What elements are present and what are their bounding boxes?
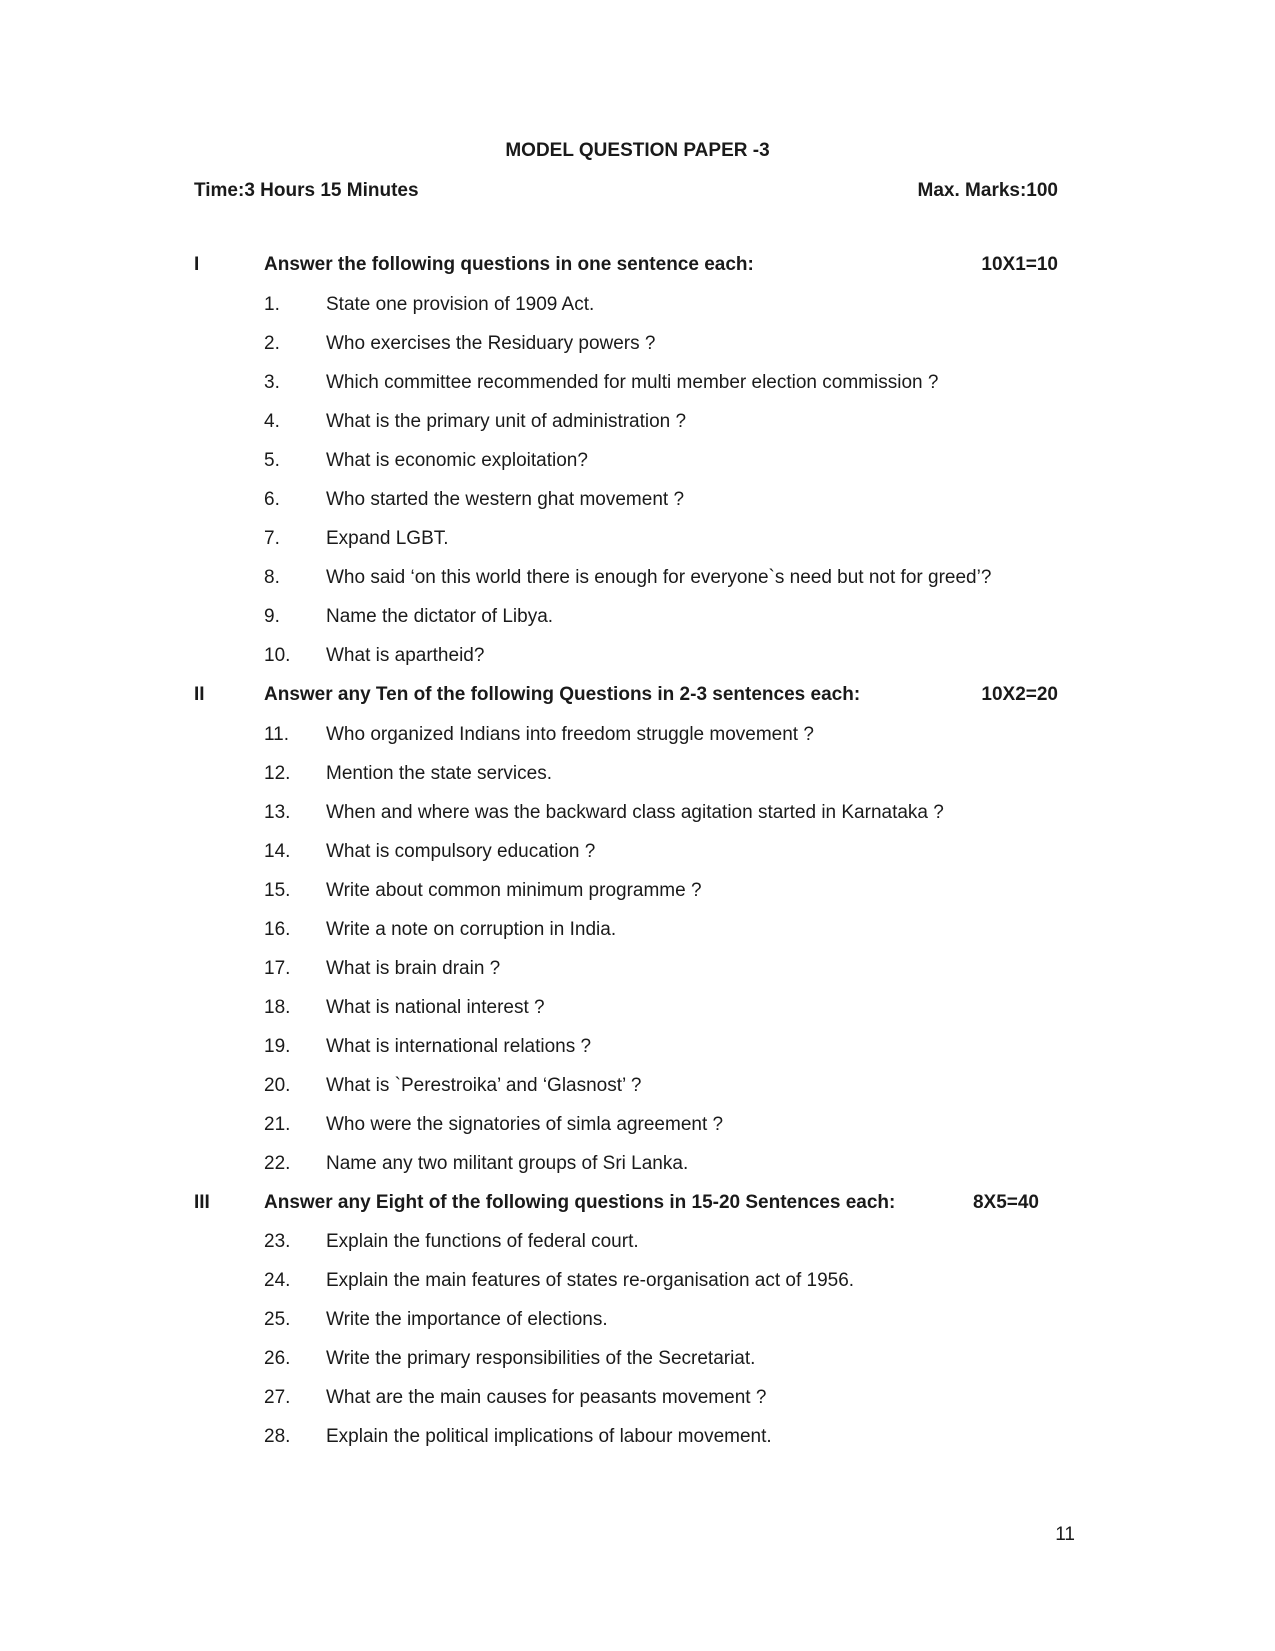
max-marks: Max. Marks:100: [917, 180, 1058, 201]
question-number: 13.: [264, 802, 291, 823]
question-number: 18.: [264, 997, 291, 1018]
question-number: 8.: [264, 567, 280, 588]
question-text: Who exercises the Residuary powers ?: [326, 333, 656, 354]
section-roman-numeral: III: [194, 1192, 210, 1213]
question-text: Explain the main features of states re-organisation act of 1956.: [326, 1270, 855, 1291]
section-instruction: Answer any Eight of the following questions in 15-20 Sentences each:: [264, 1192, 896, 1213]
question-text: State one provision of 1909 Act.: [326, 294, 595, 315]
question-text: Explain the political implications of labour movement.: [326, 1426, 772, 1447]
question-text: Write the primary responsibilities of the Secretariat.: [326, 1348, 756, 1369]
paper-title: MODEL QUESTION PAPER -3: [505, 140, 770, 161]
question-number: 25.: [264, 1309, 291, 1330]
question-text: What are the main causes for peasants movement ?: [326, 1387, 767, 1408]
question-text: Write the importance of elections.: [326, 1309, 608, 1330]
question-number: 22.: [264, 1153, 291, 1174]
section-instruction: Answer the following questions in one sentence each:: [264, 254, 754, 275]
question-number: 19.: [264, 1036, 291, 1057]
question-text: Name any two militant groups of Sri Lanka.: [326, 1153, 689, 1174]
question-text: Expand LGBT.: [326, 528, 449, 549]
question-number: 3.: [264, 372, 280, 393]
section-instruction: Answer any Ten of the following Questions in 2-3 sentences each:: [264, 684, 861, 705]
question-number: 16.: [264, 919, 291, 940]
question-text: What is the primary unit of administration ?: [326, 411, 687, 432]
question-text: What is national interest ?: [326, 997, 545, 1018]
question-number: 20.: [264, 1075, 291, 1096]
question-number: 28.: [264, 1426, 291, 1447]
question-text: Who said ‘on this world there is enough for everyone`s need but not for greed’?: [326, 567, 992, 588]
question-text: What is `Perestroika’ and ‘Glasnost’ ?: [326, 1075, 642, 1096]
section-roman-numeral: II: [194, 684, 205, 705]
question-number: 26.: [264, 1348, 291, 1369]
question-number: 4.: [264, 411, 280, 432]
question-number: 5.: [264, 450, 280, 471]
section-heading: [0, 254, 1275, 280]
question-number: 21.: [264, 1114, 291, 1135]
page-number: 11: [1055, 1524, 1075, 1545]
question-text: What is economic exploitation?: [326, 450, 588, 471]
question-number: 2.: [264, 333, 280, 354]
section-heading: [0, 684, 1275, 710]
question-number: 1.: [264, 294, 280, 315]
question-number: 15.: [264, 880, 291, 901]
section-marks: 10X2=20: [981, 684, 1058, 705]
section-roman-numeral: I: [194, 254, 200, 275]
question-text: What is brain drain ?: [326, 958, 501, 979]
question-number: 12.: [264, 763, 291, 784]
question-text: Explain the functions of federal court.: [326, 1231, 639, 1252]
question-number: 7.: [264, 528, 280, 549]
question-number: 23.: [264, 1231, 291, 1252]
question-text: Who started the western ghat movement ?: [326, 489, 685, 510]
question-number: 10.: [264, 645, 291, 666]
question-text: Mention the state services.: [326, 763, 552, 784]
question-number: 24.: [264, 1270, 291, 1291]
section-marks: 8X5=40: [972, 1192, 1039, 1213]
question-text: What is apartheid?: [326, 645, 485, 666]
question-text: Write a note on corruption in India.: [326, 919, 617, 940]
question-text: When and where was the backward class agitation started in Karnataka ?: [326, 802, 944, 823]
question-text: Write about common minimum programme ?: [326, 880, 702, 901]
section-heading: [0, 1192, 1275, 1218]
question-number: 11.: [264, 724, 290, 745]
question-number: 27.: [264, 1387, 291, 1408]
question-text: Who organized Indians into freedom struggle movement ?: [326, 724, 814, 745]
question-text: Which committee recommended for multi member election commission ?: [326, 372, 939, 393]
question-number: 6.: [264, 489, 280, 510]
question-number: 14.: [264, 841, 291, 862]
question-number: 9.: [264, 606, 280, 627]
question-number: 17.: [264, 958, 291, 979]
question-text: What is international relations ?: [326, 1036, 592, 1057]
time-allowed: Time:3 Hours 15 Minutes: [194, 180, 419, 201]
question-text: Name the dictator of Libya.: [326, 606, 554, 627]
question-text: Who were the signatories of simla agreement ?: [326, 1114, 724, 1135]
section-marks: 10X1=10: [981, 254, 1058, 275]
question-text: What is compulsory education ?: [326, 841, 596, 862]
